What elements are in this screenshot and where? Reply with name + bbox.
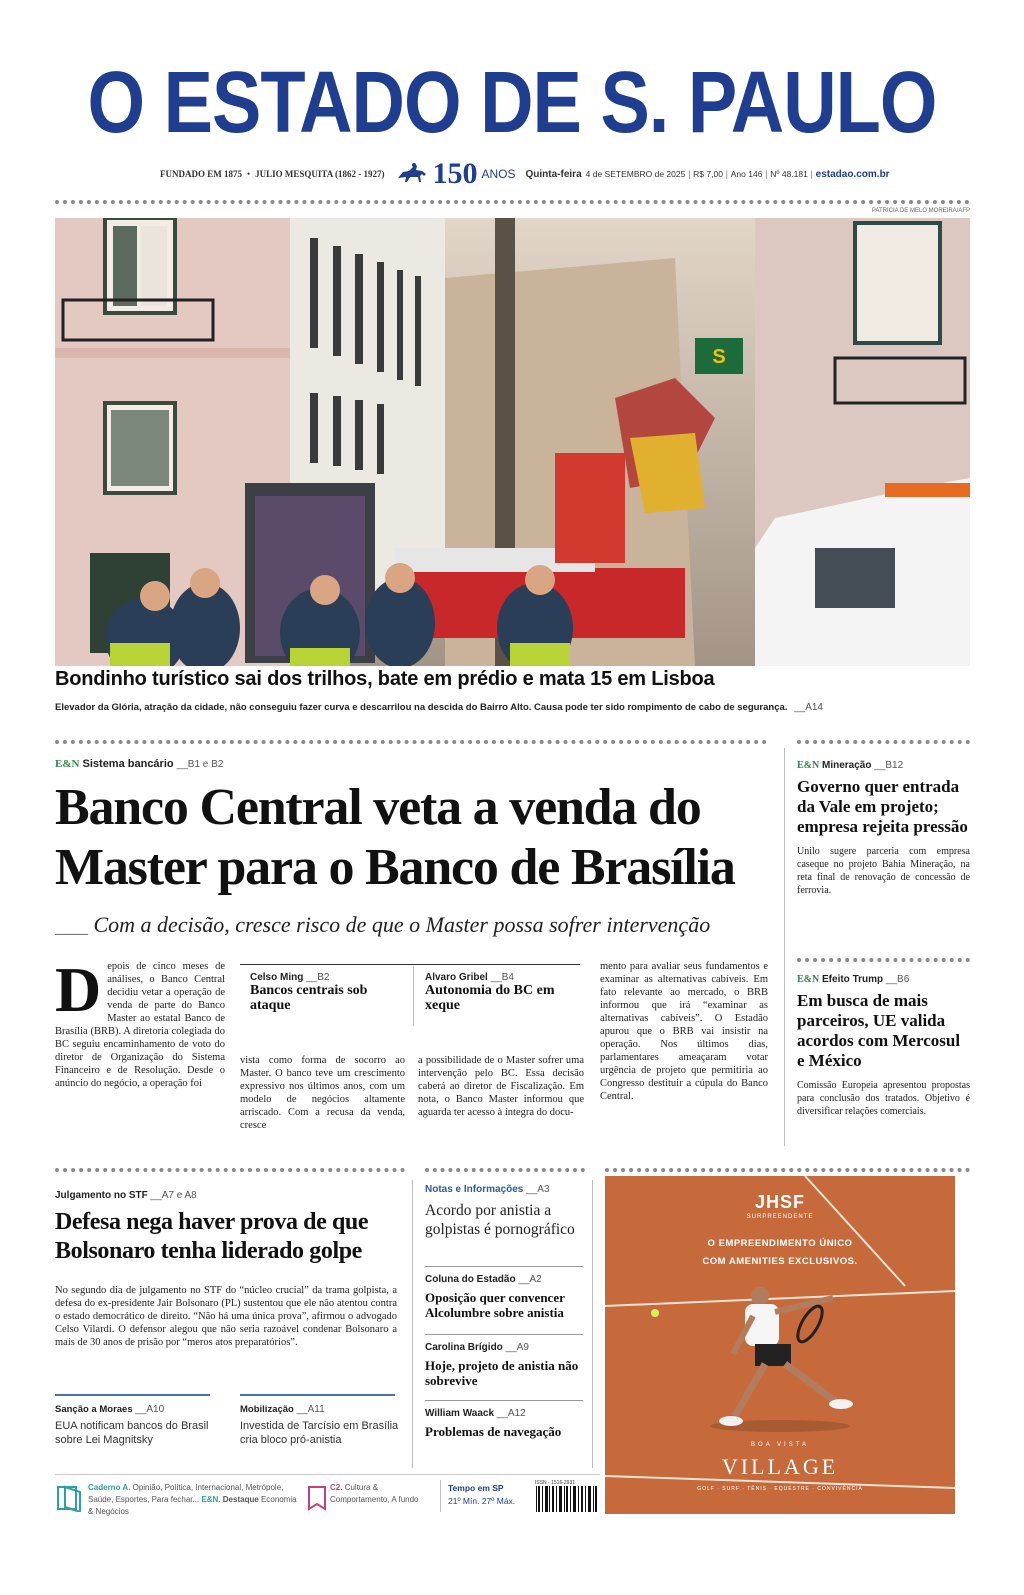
anniversary-number: 150 — [432, 157, 478, 190]
columnist-1-page: B2 — [317, 972, 330, 983]
brief-sancao[interactable]: Sanção a Moraes __A10 EUA notificam bancos do Brasil sobre Lei Magnitsky — [55, 1404, 215, 1447]
main-section-name: Sistema bancário — [82, 758, 174, 770]
main-body-col-3: a possibilidade de o Master sofrer uma intervenção pelo BC. Essa decisão caberá ao diretor de Fiscalização. Em nota, o Banco Master informou que aguarda ter acesso à íntegra do docu- — [418, 1055, 584, 1118]
lead-summary: Elevador da Glória, atração da cidade, não conseguiu fazer curva e descarrilou na descida do Bairro Alto. Causa pode ter sido rompimento de cabo de segurança. — [55, 702, 788, 713]
en-brand: E&N — [55, 758, 80, 770]
sidebar-1-section: Mineração — [822, 760, 872, 771]
note-1-section: Notas e Informações — [425, 1184, 524, 1195]
ad-tagline-1: O EMPREENDIMENTO ÚNICO — [707, 1238, 853, 1249]
stf-body: No segundo dia de julgamento no STF do “núcleo crucial” da trama golpista, a defesa do ex-presidente Jair Bolsonaro (PL) sustentou que ele não atentou contra o estado democrático de direito. “Não há uma única prova”, afirmou o advogado Celso Vilardi. O defensor alegou que não seria razoável condenar Bolsonaro a mais de 30 anos de prisão por “meros atos preparatórios”. — [55, 1285, 397, 1348]
stf-divider — [55, 1168, 405, 1172]
note-3-page: A9 — [516, 1342, 529, 1353]
main-section-pages: B1 e B2 — [187, 759, 224, 770]
note-divider-1 — [425, 1266, 583, 1267]
sidebar-1-brand: E&N — [797, 760, 820, 771]
horse-rider-icon — [395, 162, 429, 186]
columnist-2-name: Alvaro Gribel — [425, 972, 488, 983]
main-story-divider — [55, 740, 767, 744]
main-subhead: Com a decisão, cresce risco de que o Master possa sofrer intervenção — [93, 912, 711, 937]
brief-mobilizacao[interactable]: Mobilização __A11 Investida de Tarcísio em Brasília cria bloco pró-anistia — [240, 1404, 399, 1446]
main-body-col-2: vista como forma de socorro ao Master. O banco teve um crescimento expressivo nos últimos anos, com um modelo de negócios altamente arriscado. Com a recusa da venda, cresce — [240, 1055, 405, 1131]
photo-credit: PATRICIA DE MELO MOREIRA/AFP — [871, 208, 970, 214]
en-bold: Destaque — [222, 1495, 259, 1504]
weather-min: 21º Mín. — [448, 1496, 480, 1506]
cad-a-text: Opinião, Política, Internacional, Metrópole, Saúde, Esportes, Para fechar... — [88, 1483, 284, 1504]
masthead-divider — [55, 200, 970, 204]
site-link[interactable]: estadao.com.br — [815, 168, 890, 180]
lead-summary-line: Elevador da Glória, atração da cidade, não conseguiu fazer curva e descarrilou na descida do Bairro Alto. Causa pode ter sido rompimento de cabo de segurança. __A14 — [55, 702, 823, 713]
note-divider-3 — [425, 1400, 583, 1401]
main-headline-line-2: Master para o Banco de Brasília — [55, 839, 735, 896]
stf-headline[interactable]: Defesa nega haver prova de que Bolsonaro tenha liderado golpe — [55, 1209, 369, 1264]
notes-left-rule — [412, 1180, 413, 1468]
note-carolina-brigido[interactable]: Carolina Brígido __A9 Hoje, projeto de anistia não sobrevive — [425, 1342, 587, 1388]
columnist-box-2[interactable]: Alvaro Gribel __B4 Autonomia do BC em xeque — [425, 972, 585, 1013]
main-section-tag: E&N Sistema bancário __B1 e B2 — [55, 758, 224, 770]
sidebar-1-body: Unilo sugere parceria com empresa caseque no projeto Bahia Mineração, na reta final de renovação de concessão de ferrovia. — [797, 846, 970, 896]
founder-text: JULIO MESQUITA (1862 - 1927) — [255, 169, 385, 179]
brief-2-page: A11 — [307, 1404, 325, 1415]
columnist-1-name: Celso Ming — [250, 972, 304, 983]
note-1-page: A3 — [537, 1184, 550, 1195]
brief-2-text: Investida de Tarcísio em Brasília cria bloco pró-anistia — [240, 1420, 399, 1446]
ad-boa-vista: BOA VISTA — [751, 1442, 809, 1448]
note-coluna-estadao[interactable]: Coluna do Estadão __A2 Oposição quer convencer Alcolumbre sobre anistia — [425, 1274, 587, 1320]
sidebar-2-page: B6 — [897, 974, 910, 985]
note-4-text: Problemas de navegação — [425, 1424, 562, 1439]
note-3-section: Carolina Brígido — [425, 1342, 503, 1353]
sidebar-2-body: Comissão Europeia apresentou propostas para conclusão dos tratados. Objetivo é diversificar relações comerciais. — [797, 1080, 970, 1117]
note-notas-informacoes[interactable]: Notas e Informações __A3 Acordo por anistia a golpistas é pornográfico — [425, 1184, 587, 1239]
footer-c2[interactable] — [330, 1482, 435, 1506]
brief-1-section: Sanção a Moraes — [55, 1404, 133, 1415]
sidebar-1-page: B12 — [885, 760, 904, 771]
price: R$ 7,00 — [693, 169, 723, 179]
brief-1-page: A10 — [146, 1404, 165, 1415]
main-subhead-line: ___ Com a decisão, cresce risco de que o Master possa sofrer intervenção — [55, 912, 711, 937]
weekday: Quinta-feira — [525, 168, 582, 180]
lead-photo — [55, 218, 970, 666]
issn-text: ISSN - 1516-2931 — [535, 1480, 576, 1486]
weather-label: Tempo em SP — [448, 1483, 504, 1493]
note-4-page: A12 — [507, 1408, 526, 1419]
ad-brand: JHSF — [754, 1192, 805, 1212]
note-4-section: William Waack — [425, 1408, 495, 1419]
footer-weather-rule — [440, 1480, 441, 1512]
founded-text: FUNDADO EM 1875 — [160, 169, 242, 179]
columnist-1-title: Bancos centrais sob ataque — [250, 983, 368, 1013]
columnist-2-page: B4 — [501, 972, 514, 983]
weather-max: 27º Máx. — [481, 1496, 516, 1506]
weather-box — [448, 1482, 528, 1508]
c2-text: Cultura & Comportamento, A fundo — [330, 1483, 419, 1504]
sidebar-2-brand: E&N — [797, 974, 820, 985]
sidebar-item-efeito-trump[interactable]: E&N Efeito Trump __B6 Em busca de mais parceiros, UE valida acordos com Mercosul e México Comissão Europeia apresentou propostas para conclusão dos tratados. Objetivo é diversificar relações comerciais. — [797, 974, 970, 1117]
note-2-section: Coluna do Estadão — [425, 1274, 516, 1285]
barcode — [535, 1480, 597, 1514]
note-2-page: A2 — [529, 1274, 542, 1285]
note-1-text: Acordo por anistia a golpistas é pornográfico — [425, 1202, 575, 1238]
jhsf-advertisement[interactable] — [605, 1176, 955, 1514]
brief-2-section: Mobilização — [240, 1404, 294, 1415]
year: Ano 146 — [730, 169, 763, 179]
anniversary-word: ANOS — [481, 167, 516, 181]
masthead-info-bar: FUNDADO EM 1875 • JULIO MESQUITA (1862 - 1927) 150 ANOS Quinta-feira 4 de SETEMBRO de 2025 | R$ 7,00 | Ano 146 | Nº 48.181 | estadao.com.br — [160, 157, 890, 190]
sidebar-item-mineracao[interactable]: E&N Mineração __B12 Governo quer entrada da Vale em projeto; empresa rejeita pressão Unilo sugere parceria com empresa caseque no projeto Bahia Mineração, na reta final de renovação de concessão de ferrovia. — [797, 760, 970, 896]
c2-icon — [306, 1484, 328, 1512]
footer-caderno-a[interactable] — [88, 1482, 298, 1518]
sidebar-2-section: Efeito Trump — [822, 974, 884, 985]
note-3-text: Hoje, projeto de anistia não sobrevive — [425, 1358, 579, 1388]
main-body-col-1 — [55, 960, 225, 1150]
ad-village: VILLAGE — [721, 1454, 839, 1479]
lead-page-ref: A14 — [805, 702, 823, 713]
note-william-waack[interactable]: William Waack __A12 Problemas de navegação — [425, 1408, 587, 1439]
en-text: Economia & Negócios — [88, 1495, 297, 1516]
notes-divider — [425, 1168, 585, 1172]
columnists-vrule — [413, 966, 414, 1026]
sidebar-2-headline: Em busca de mais parceiros, UE valida acordos com Mercosul e México — [797, 991, 961, 1070]
columnist-box-1[interactable]: Celso Ming __B2 Bancos centrais sob ataque — [250, 972, 410, 1013]
date: 4 de SETEMBRO de 2025 — [585, 169, 686, 179]
main-body-col-1-text: epois de cinco meses de análises, o Banco Central decidiu vetar a operação de venda de parte do Banco Master ao estatal Banco de Brasília (BRB). A diretoria colegiada do BC seguiu encaminhamento de voto do diretor de Organização do Sistema Financeiro e de Resolução. Desde o anúncio do negócio, a operação foi — [55, 961, 225, 1089]
stf-section: Julgamento no STF — [55, 1190, 148, 1201]
masthead-title: O ESTADO DE S. PAULO — [87, 53, 937, 152]
svg-text:S: S — [712, 346, 726, 368]
en-label: E&N. — [201, 1495, 221, 1504]
main-headline[interactable] — [55, 778, 775, 898]
edition: Nº 48.181 — [770, 169, 808, 179]
cad-a-label: Caderno A. — [88, 1483, 131, 1492]
brief-1-text: EUA notificam bancos do Brasil sobre Lei Magnitsky — [55, 1420, 209, 1446]
main-body-col-4: mento para avaliar seus fundamentos e examinar as alternativas cabíveis. Em fato relevante ao mercado, o BRB informou que irá “examinar as alternativas cabíveis”. O Estadão apurou que o BRB vai insistir na operação. Nos últimos dias, parlamentares ameaçaram votar urgência de projeto que permitiria ao Congresso destituir a cúpula do Banco Central. — [600, 961, 768, 1102]
caderno-a-icon — [55, 1484, 83, 1512]
stf-pages: A7 e A8 — [161, 1190, 197, 1201]
ad-divider — [605, 1168, 970, 1172]
columnists-top-rule — [240, 964, 580, 965]
columnist-2-title: Autonomia do BC em xeque — [425, 983, 555, 1013]
brief-2-rule — [240, 1394, 395, 1396]
brief-1-rule — [55, 1394, 210, 1396]
footer-top-rule — [55, 1474, 600, 1475]
note-divider-2 — [425, 1334, 583, 1335]
c2-label: C2. — [330, 1483, 343, 1492]
sidebar-divider — [797, 740, 970, 744]
lead-headline[interactable]: Bondinho turístico sai dos trilhos, bate em prédio e mata 15 em Lisboa — [55, 668, 715, 690]
main-headline-line-1: Banco Central veta a venda do — [55, 779, 701, 836]
sidebar-vertical-rule — [784, 748, 785, 1146]
stf-section-tag: Julgamento no STF __A7 e A8 — [55, 1190, 197, 1201]
sidebar-mid-divider — [797, 958, 970, 962]
drop-cap: D — [55, 960, 102, 1025]
sidebar-1-headline: Governo quer entrada da Vale em projeto; empresa rejeita pressão — [797, 777, 968, 836]
note-2-text: Oposição quer convencer Alcolumbre sobre anistia — [425, 1290, 565, 1320]
ad-tagline-2: COM AMENITIES EXCLUSIVOS. — [702, 1256, 858, 1267]
notes-right-rule — [592, 1180, 593, 1468]
ad-brand-sub: SURPREENDENTE — [746, 1214, 814, 1220]
ad-footer: GOLF · SURF · TÊNIS · EQUESTRE · CONVIVÊNCIA — [697, 1486, 863, 1492]
